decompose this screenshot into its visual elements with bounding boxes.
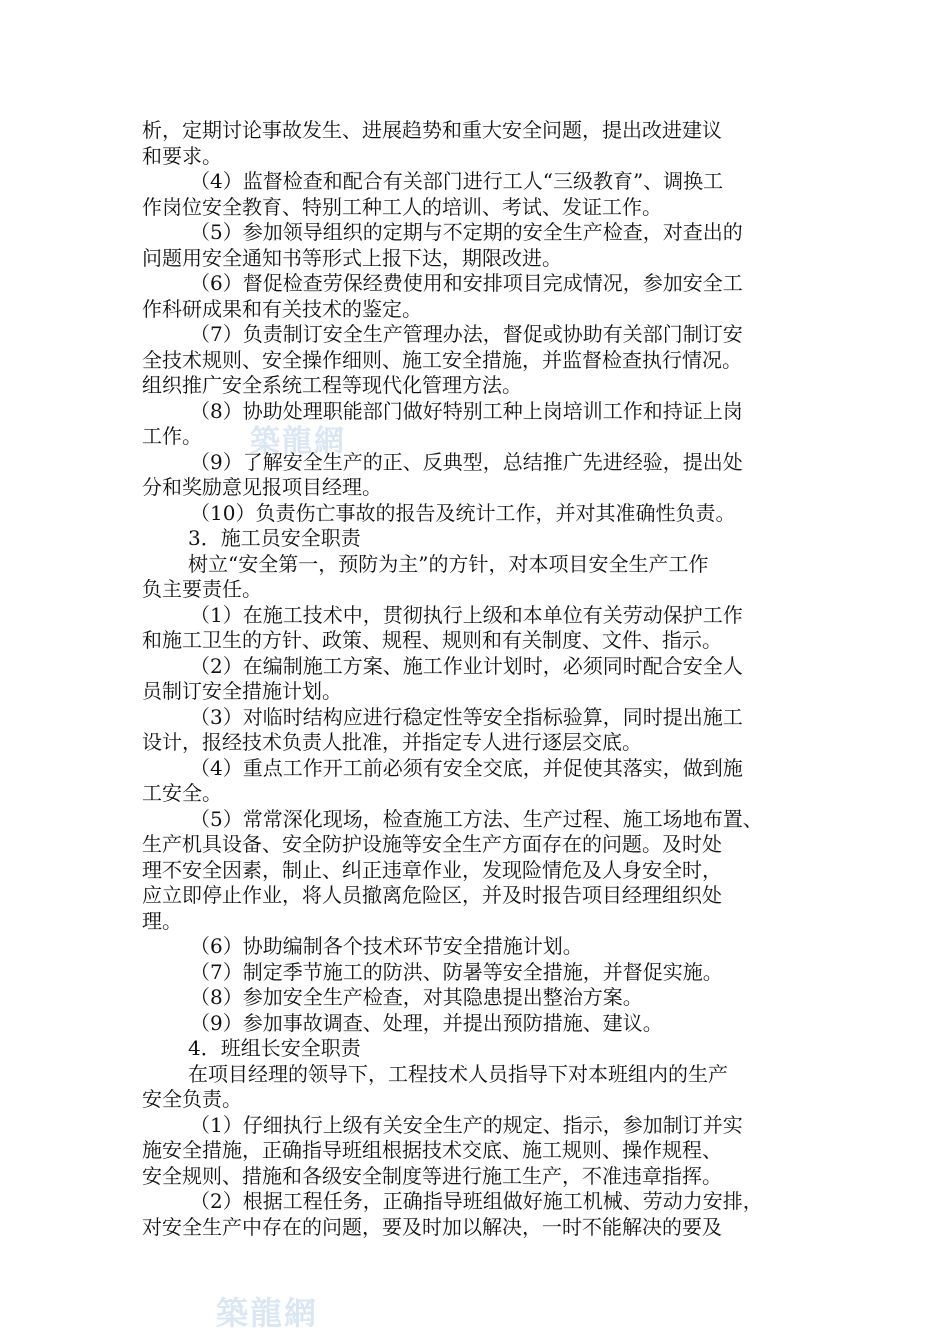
text-line: 和要求。 bbox=[142, 143, 222, 168]
document-body bbox=[142, 118, 822, 1240]
watermark: 築龍網 bbox=[250, 424, 346, 459]
paragraph bbox=[142, 807, 822, 935]
paragraph bbox=[142, 1036, 822, 1062]
text-line: （9）参加事故调查、处理，并提出预防措施、建议。 bbox=[190, 1010, 663, 1035]
text-line: （9）了解安全生产的正、反典型，总结推广先进经验，提出处 bbox=[190, 449, 743, 474]
paragraph bbox=[142, 271, 822, 322]
text-line: 作岗位安全教育、特别工种工人的培训、考试、发证工作。 bbox=[142, 194, 662, 219]
paragraph bbox=[142, 322, 822, 399]
text-line: （5）常常深化现场，检查施工方法、生产过程、施工场地布置、 bbox=[190, 806, 763, 831]
text-line: 分和奖励意见报项目经理。 bbox=[142, 475, 382, 499]
text-line: 在项目经理的领导下，工程技术人员指导下对本班组内的生产 bbox=[188, 1061, 728, 1086]
text-line: 理。 bbox=[142, 908, 182, 933]
text-line: （3）对临时结构应进行稳定性等安全指标验算，同时提出施工 bbox=[190, 704, 743, 729]
text-line: 3．施工员安全职责 bbox=[188, 526, 361, 550]
paragraph bbox=[142, 1113, 822, 1190]
paragraph bbox=[142, 603, 822, 654]
text-line: 安全规则、措施和各级安全制度等进行施工生产，不准违章指挥。 bbox=[142, 1163, 722, 1188]
text-line: 负主要责任。 bbox=[142, 577, 262, 601]
text-line: （6）协助编制各个技术环节安全措施计划。 bbox=[190, 934, 583, 958]
text-line: 树立“安全第一，预防为主”的方针，对本项目安全生产工作 bbox=[188, 551, 709, 576]
text-line: 和施工卫生的方针、政策、规程、规则和有关制度、文件、指示。 bbox=[142, 628, 722, 652]
text-line: 组织推广安全系统工程等现代化管理方法。 bbox=[142, 373, 522, 397]
paragraph bbox=[142, 1011, 822, 1037]
text-line: 析，定期讨论事故发生、进展趋势和重大安全问题，提出改进建议 bbox=[142, 118, 722, 142]
text-line: 全技术规则、安全操作细则、施工安全措施，并监督检查执行情况。 bbox=[142, 347, 742, 372]
text-line: （7）负责制订安全生产管理办法，督促或协助有关部门制订安 bbox=[190, 322, 743, 346]
text-line: （2）在编制施工方案、施工作业计划时，必须同时配合安全人 bbox=[190, 653, 743, 678]
paragraph bbox=[142, 450, 822, 501]
text-line: （4）重点工作开工前必须有安全交底，并促使其落实，做到施 bbox=[190, 755, 743, 780]
text-line: （10）负责伤亡事故的报告及统计工作，并对其准确性负责。 bbox=[190, 500, 736, 525]
text-line: （1）在施工技术中，贯彻执行上级和本单位有关劳动保护工作 bbox=[190, 602, 743, 627]
text-line: 问题用安全通知书等形式上报下达，期限改进。 bbox=[142, 245, 562, 270]
paragraph bbox=[142, 654, 822, 705]
text-line: （1）仔细执行上级有关安全生产的规定、指示，参加制订并实 bbox=[190, 1112, 743, 1137]
paragraph bbox=[142, 1189, 822, 1240]
paragraph bbox=[142, 552, 822, 603]
paragraph bbox=[142, 220, 822, 271]
text-line: 作科研成果和有关技术的鉴定。 bbox=[142, 296, 422, 321]
text-line: 理不安全因素，制止、纠正违章作业，发现险情危及人身安全时， bbox=[142, 857, 722, 882]
text-line: （5）参加领导组织的定期与不定期的安全生产检查，对查出的 bbox=[190, 220, 743, 244]
text-line: 员制订安全措施计划。 bbox=[142, 679, 342, 703]
paragraph bbox=[142, 705, 822, 756]
text-line: 生产机具设备、安全防护设施等安全生产方面存在的问题。及时处 bbox=[142, 832, 722, 856]
text-line: 工作。 bbox=[142, 424, 202, 448]
paragraph bbox=[142, 169, 822, 220]
paragraph bbox=[142, 118, 822, 169]
text-line: 设计，报经技术负责人批准，并指定专人进行逐层交底。 bbox=[142, 730, 642, 754]
text-line: （8）参加安全生产检查，对其隐患提出整治方案。 bbox=[190, 985, 643, 1009]
paragraph bbox=[142, 526, 822, 552]
text-line: 工安全。 bbox=[142, 781, 222, 805]
text-line: 4．班组长安全职责 bbox=[188, 1036, 361, 1060]
paragraph bbox=[142, 501, 822, 527]
text-line: 施安全措施，正确指导班组根据技术交底、施工规则、操作规程、 bbox=[142, 1138, 722, 1162]
paragraph bbox=[142, 756, 822, 807]
paragraph bbox=[142, 985, 822, 1011]
text-line: （2）根据工程任务，正确指导班组做好施工机械、劳动力安排， bbox=[190, 1189, 763, 1213]
text-line: （8）协助处理职能部门做好特别工种上岗培训工作和持证上岗 bbox=[190, 398, 743, 423]
text-line: 应立即停止作业，将人员撤离危险区，并及时报告项目经理组织处 bbox=[142, 883, 722, 907]
paragraph bbox=[142, 934, 822, 960]
watermark: 築龍網 bbox=[216, 1294, 319, 1332]
text-line: （4）监督检查和配合有关部门进行工人“三级教育”、调换工 bbox=[190, 169, 724, 193]
paragraph bbox=[142, 399, 822, 450]
text-line: 安全负责。 bbox=[142, 1087, 242, 1111]
text-line: （7）制定季节施工的防洪、防暑等安全措施，并督促实施。 bbox=[190, 959, 723, 984]
text-line: （6）督促检查劳保经费使用和安排项目完成情况，参加安全工 bbox=[190, 271, 743, 295]
paragraph bbox=[142, 960, 822, 986]
text-line: 对安全生产中存在的问题，要及时加以解决，一时不能解决的要及 bbox=[142, 1214, 722, 1239]
paragraph bbox=[142, 1062, 822, 1113]
